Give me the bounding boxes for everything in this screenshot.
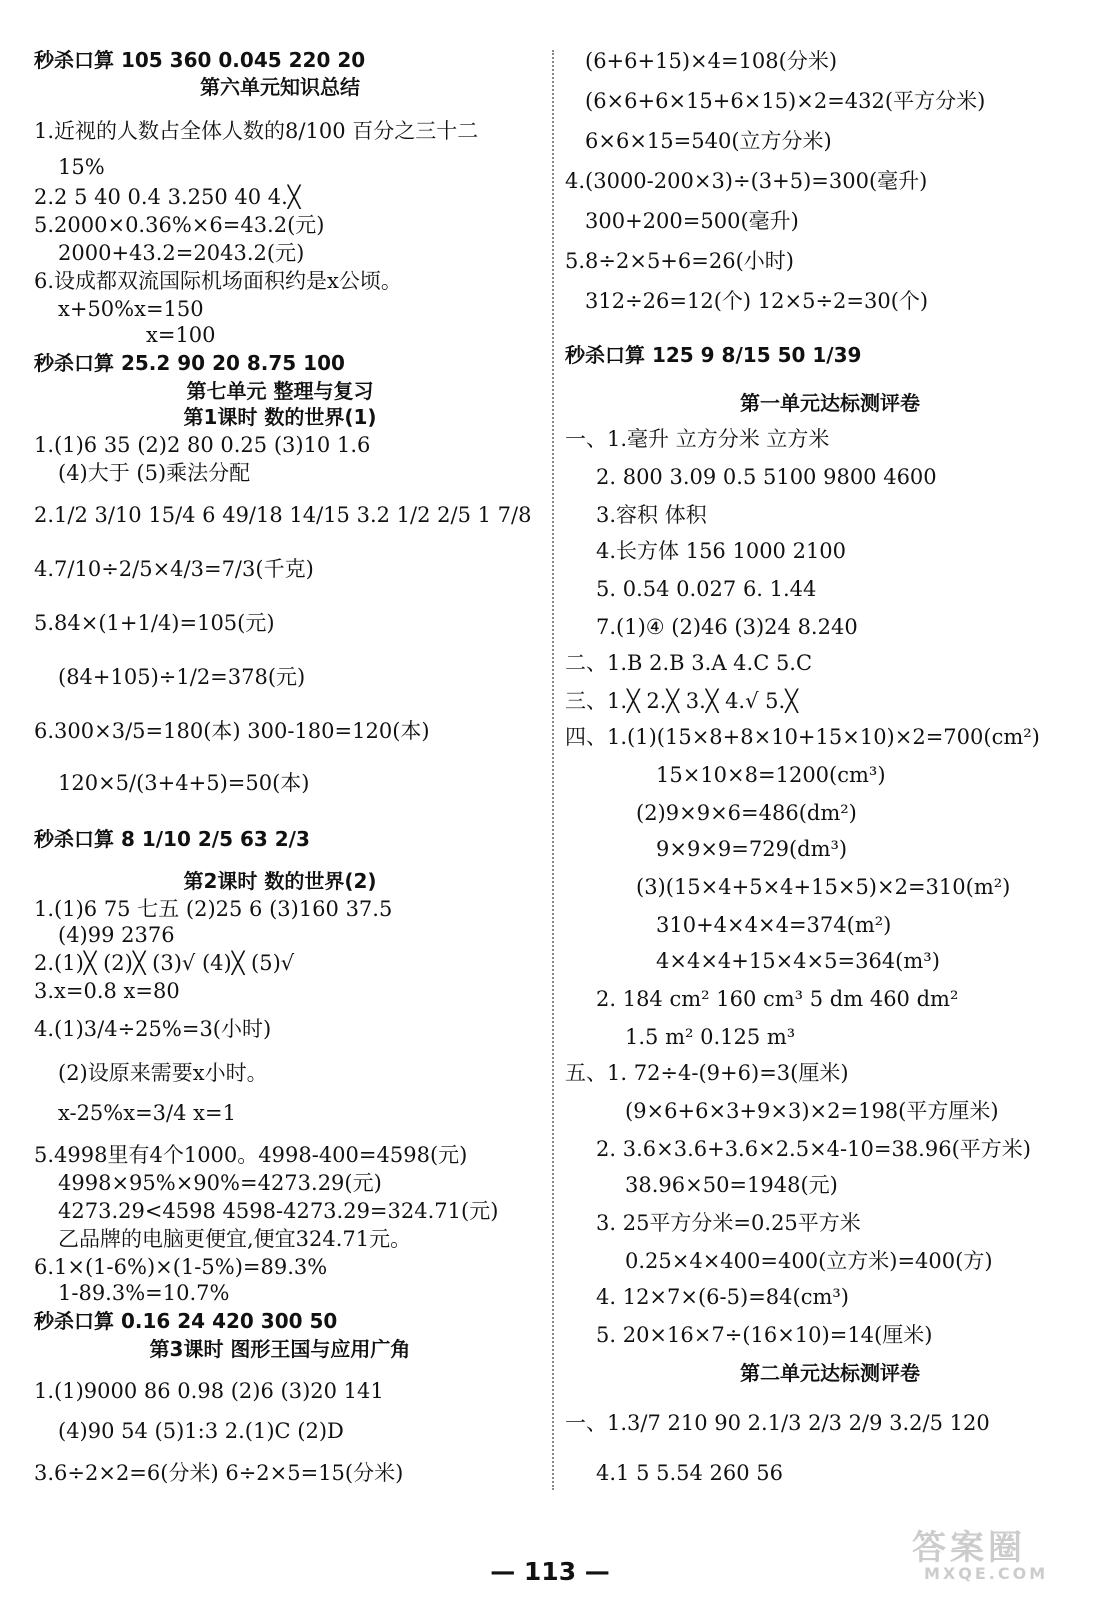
text-line: x+50%x=150: [58, 297, 204, 321]
text-line: 6.1×(1-6%)×(1-5%)=89.3%: [34, 1255, 328, 1279]
text-line: 6.300×3/5=180(本) 300-180=120(本): [34, 719, 430, 743]
text-line: 2.1/2 3/10 15/4 6 49/18 14/15 3.2 1/2 2/5 1 7/8: [34, 503, 532, 527]
text-line: 5. 20×16×7÷(16×10)=14(厘米): [596, 1323, 933, 1347]
text-line: 一、1.3/7 210 90 2.1/3 2/3 2/9 3.2/5 120: [565, 1411, 990, 1435]
text-line: 6×6×15=540(立方分米): [585, 129, 832, 153]
text-line: 2. 3.6×3.6+3.6×2.5×4-10=38.96(平方米): [596, 1137, 1031, 1161]
text-line: (84+105)÷1/2=378(元): [58, 665, 306, 689]
text-line: 秒杀口算 25.2 90 20 8.75 100: [34, 351, 345, 375]
text-line: 4998×95%×90%=4273.29(元): [58, 1171, 382, 1195]
text-line: (4)90 54 (5)1:3 2.(1)C (2)D: [58, 1419, 344, 1443]
text-line: 5. 0.54 0.027 6. 1.44: [596, 577, 817, 601]
text-line: 310+4×4×4=374(m²): [656, 913, 892, 937]
text-line: 4×4×4+15×4×5=364(m³): [656, 949, 940, 973]
watermark-logo: [902, 1520, 1072, 1583]
text-line: 5.8÷2×5+6=26(小时): [565, 249, 794, 273]
text-line: 秒杀口算 0.16 24 420 300 50: [34, 1309, 338, 1333]
text-line: 120×5/(3+4+5)=50(本): [58, 771, 310, 795]
section-heading: 第3课时 图形王国与应用广角: [149, 1337, 411, 1361]
text-line: 3. 25平方分米=0.25平方米: [596, 1211, 861, 1235]
column-divider: [552, 50, 554, 1490]
text-line: 9×9×9=729(dm³): [656, 837, 848, 861]
text-line: 1.(1)6 35 (2)2 80 0.25 (3)10 1.6: [34, 433, 371, 457]
text-line: 1.近视的人数占全体人数的8/100 百分之三十二: [34, 119, 479, 143]
text-line: (2)设原来需要x小时。: [58, 1061, 268, 1085]
text-line: 15×10×8=1200(cm³): [656, 763, 886, 787]
text-line: 1.(1)6 75 七五 (2)25 6 (3)160 37.5: [34, 897, 393, 921]
text-line: 四、1.(1)(15×8+8×10+15×10)×2=700(cm²): [565, 725, 1040, 749]
text-line: 4.长方体 156 1000 2100: [596, 539, 847, 563]
text-line: 1.5 m² 0.125 m³: [625, 1025, 796, 1049]
text-line: (2)9×9×6=486(dm²): [636, 801, 857, 825]
text-line: 0.25×4×400=400(立方米)=400(方): [625, 1249, 993, 1273]
text-line: 312÷26=12(个) 12×5÷2=30(个): [585, 289, 929, 313]
section-heading: 第二单元达标测评卷: [740, 1361, 920, 1385]
text-line: 秒杀口算 125 9 8/15 50 1/39: [565, 343, 862, 367]
text-line: 2. 184 cm² 160 cm³ 5 dm 460 dm²: [596, 987, 959, 1011]
text-line: 5.4998里有4个1000。4998-400=4598(元): [34, 1143, 468, 1167]
text-line: 300+200=500(毫升): [585, 209, 799, 233]
text-line: 4.(1)3/4÷25%=3(小时): [34, 1017, 272, 1041]
text-line: 秒杀口算 8 1/10 2/5 63 2/3: [34, 827, 310, 851]
text-line: 7.(1)④ (2)46 (3)24 8.240: [596, 615, 858, 639]
text-line: 2.(1)╳ (2)╳ (3)√ (4)╳ (5)√: [34, 951, 295, 975]
text-line: 3.6÷2×2=6(分米) 6÷2×5=15(分米): [34, 1461, 404, 1485]
text-line: 二、1.B 2.B 3.A 4.C 5.C: [565, 651, 813, 675]
page-number: — 113 —: [490, 1557, 610, 1586]
text-line: (6×6+6×15+6×15)×2=432(平方分米): [585, 89, 986, 113]
text-line: 38.96×50=1948(元): [625, 1173, 838, 1197]
text-line: (9×6+6×3+9×3)×2=198(平方厘米): [625, 1099, 999, 1123]
section-heading: 第2课时 数的世界(2): [183, 869, 377, 893]
text-line: 4273.29<4598 4598-4273.29=324.71(元): [58, 1199, 499, 1223]
text-line: x-25%x=3/4 x=1: [58, 1101, 236, 1125]
text-line: 3.x=0.8 x=80: [34, 979, 180, 1003]
text-line: 2000+43.2=2043.2(元): [58, 241, 305, 265]
text-line: (4)99 2376: [58, 923, 175, 947]
text-line: 2.2 5 40 0.4 3.250 40 4.╳: [34, 185, 301, 209]
text-line: 4.(3000-200×3)÷(3+5)=300(毫升): [565, 169, 928, 193]
watermark-main: 答案圈: [912, 1528, 1026, 1568]
text-line: 1-89.3%=10.7%: [58, 1281, 230, 1305]
text-line: 2. 800 3.09 0.5 5100 9800 4600: [596, 465, 937, 489]
watermark-url: MXQE.COM: [924, 1564, 1049, 1583]
text-line: 五、1. 72÷4-(9+6)=3(厘米): [565, 1061, 849, 1085]
text-line: 秒杀口算 105 360 0.045 220 20: [34, 48, 366, 72]
text-line: 1.(1)9000 86 0.98 (2)6 (3)20 141: [34, 1379, 384, 1403]
text-line: 3.容积 体积: [596, 503, 707, 527]
section-heading: 第六单元知识总结: [200, 75, 360, 99]
text-line: x=100: [146, 323, 216, 347]
section-heading: 第一单元达标测评卷: [740, 391, 920, 415]
text-line: 三、1.╳ 2.╳ 3.╳ 4.√ 5.╳: [565, 689, 798, 713]
text-line: (4)大于 (5)乘法分配: [58, 461, 251, 485]
section-heading: 第1课时 数的世界(1): [183, 405, 377, 429]
text-line: 4.7/10÷2/5×4/3=7/3(千克): [34, 557, 314, 581]
text-line: 4. 12×7×(6-5)=84(cm³): [596, 1285, 849, 1309]
text-line: 5.2000×0.36%×6=43.2(元): [34, 213, 325, 237]
text-line: 6.设成都双流国际机场面积约是x公顷。: [34, 269, 402, 293]
text-line: (3)(15×4+5×4+15×5)×2=310(m²): [636, 875, 1011, 899]
text-line: 一、1.毫升 立方分米 立方米: [565, 427, 830, 451]
text-line: 4.1 5 5.54 260 56: [596, 1461, 784, 1485]
section-heading: 第七单元 整理与复习: [186, 379, 374, 403]
text-line: 5.84×(1+1/4)=105(元): [34, 611, 275, 635]
text-line: 15%: [58, 155, 105, 179]
text-line: (6+6+15)×4=108(分米): [585, 49, 838, 73]
text-line: 乙品牌的电脑更便宜,便宜324.71元。: [58, 1227, 412, 1251]
